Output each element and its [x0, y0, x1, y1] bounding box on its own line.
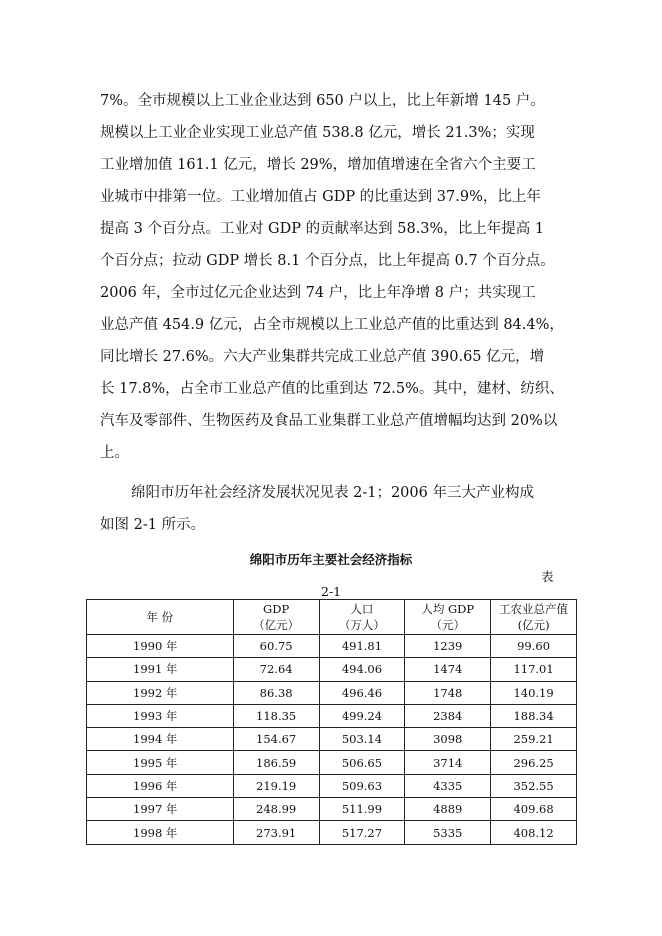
- table-cell: 509.63: [319, 774, 405, 797]
- body-line: 业总产值 454.9 亿元，占全市规模以上工业总产值的比重达到 84.4%，: [100, 317, 564, 333]
- table-cell: 1474: [405, 658, 491, 681]
- table-number-label: 表: [541, 569, 554, 584]
- table-cell: 1993 年: [87, 704, 234, 727]
- header-label: 人口: [350, 602, 374, 616]
- body-line: 上。: [100, 445, 129, 461]
- header-gdp: [233, 600, 319, 635]
- table-cell: 3714: [405, 751, 491, 774]
- header-unit: （万人）: [338, 618, 385, 632]
- body-line: 汽车及零部件、生物医药及食品工业集群工业总产值增幅均达到 20%以: [100, 413, 558, 429]
- table-cell: 1991 年: [87, 658, 234, 681]
- table-cell: 1990 年: [87, 635, 234, 658]
- table-row: [87, 821, 577, 844]
- body-line: 同比增长 27.6%。六大产业集群共完成工业总产值 390.65 亿元，增: [100, 349, 545, 365]
- table-cell: 4889: [405, 798, 491, 821]
- paragraph-line: 绵阳市历年社会经济发展状况见表 2-1；2006 年三大产业构成: [131, 485, 534, 501]
- table-cell: 3098: [405, 728, 491, 751]
- table-cell: 496.46: [319, 681, 405, 704]
- table-cell: 494.06: [319, 658, 405, 681]
- table-cell: 517.27: [319, 821, 405, 844]
- table-cell: 1748: [405, 681, 491, 704]
- table-cell: 1992 年: [87, 681, 234, 704]
- table-cell: 503.14: [319, 728, 405, 751]
- table-cell: 4335: [405, 774, 491, 797]
- header-label: GDP: [263, 602, 290, 616]
- table-cell: 506.65: [319, 751, 405, 774]
- table-cell: 248.99: [233, 798, 319, 821]
- table-row: [87, 728, 577, 751]
- table-row: [87, 774, 577, 797]
- body-line: 长 17.8%，占全市工业总产值的比重到达 72.5%。其中，建材、纺织、: [100, 381, 564, 397]
- table-row: [87, 704, 577, 727]
- table-header-row: [87, 600, 577, 635]
- economic-indicators-table: [86, 599, 577, 845]
- header-unit: （元）: [430, 618, 465, 632]
- table-cell: 1996 年: [87, 774, 234, 797]
- table-cell: 1994 年: [87, 728, 234, 751]
- table-row: [87, 798, 577, 821]
- table-cell: 140.19: [491, 681, 577, 704]
- body-line: 提高 3 个百分点。工业对 GDP 的贡献率达到 58.3%，比上年提高 1: [100, 221, 545, 237]
- table-cell: 1998 年: [87, 821, 234, 844]
- table-cell: 491.81: [319, 635, 405, 658]
- table-cell: 511.99: [319, 798, 405, 821]
- table-cell: 1239: [405, 635, 491, 658]
- header-label: 年 份: [146, 610, 174, 624]
- body-line: 规模以上工业企业实现工业总产值 538.8 亿元，增长 21.3%；实现: [100, 125, 535, 141]
- body-line: 7%。全市规模以上工业企业达到 650 户以上，比上年新增 145 户。: [100, 93, 545, 109]
- table-row: [87, 751, 577, 774]
- table-cell: 99.60: [491, 635, 577, 658]
- header-output: [491, 600, 577, 635]
- body-line: 工业增加值 161.1 亿元，增长 29%，增加值增速在全省六个主要工: [100, 157, 536, 173]
- table-cell: 154.67: [233, 728, 319, 751]
- body-line: 2006 年，全市过亿元企业达到 74 户，比上年净增 8 户；共实现工: [100, 285, 536, 301]
- table-cell: 352.55: [491, 774, 577, 797]
- table-cell: 86.38: [233, 681, 319, 704]
- table-cell: 186.59: [233, 751, 319, 774]
- header-unit: （亿元）: [253, 618, 300, 632]
- table-cell: 409.68: [491, 798, 577, 821]
- table-row: [87, 658, 577, 681]
- table-number: 2-1: [321, 584, 342, 599]
- table-cell: 5335: [405, 821, 491, 844]
- table-cell: 259.21: [491, 728, 577, 751]
- header-label: 工农业总产值: [499, 602, 569, 616]
- table-cell: 72.64: [233, 658, 319, 681]
- table-cell: 2384: [405, 704, 491, 727]
- body-line: 个百分点；拉动 GDP 增长 8.1 个百分点，比上年提高 0.7 个百分点。: [100, 253, 555, 269]
- table-cell: 296.25: [491, 751, 577, 774]
- table-cell: 188.34: [491, 704, 577, 727]
- header-year: [87, 600, 234, 635]
- table-cell: 1995 年: [87, 751, 234, 774]
- table-cell: 118.35: [233, 704, 319, 727]
- table-cell: 408.12: [491, 821, 577, 844]
- body-line: 业城市中排第一位。工业增加值占 GDP 的比重达到 37.9%，比上年: [100, 189, 541, 205]
- table-cell: 499.24: [319, 704, 405, 727]
- table-cell: 117.01: [491, 658, 577, 681]
- table-cell: 219.19: [233, 774, 319, 797]
- header-label: 人均 GDP: [421, 602, 475, 616]
- paragraph-line: 如图 2-1 所示。: [100, 517, 206, 533]
- table-cell: 273.91: [233, 821, 319, 844]
- header-gdp-per-capita: [405, 600, 491, 635]
- header-unit: (亿元): [517, 618, 550, 632]
- header-population: [319, 600, 405, 635]
- table-row: [87, 681, 577, 704]
- table-row: [87, 635, 577, 658]
- table-title: 绵阳市历年主要社会经济指标: [249, 552, 413, 567]
- table-cell: 60.75: [233, 635, 319, 658]
- table-cell: 1997 年: [87, 798, 234, 821]
